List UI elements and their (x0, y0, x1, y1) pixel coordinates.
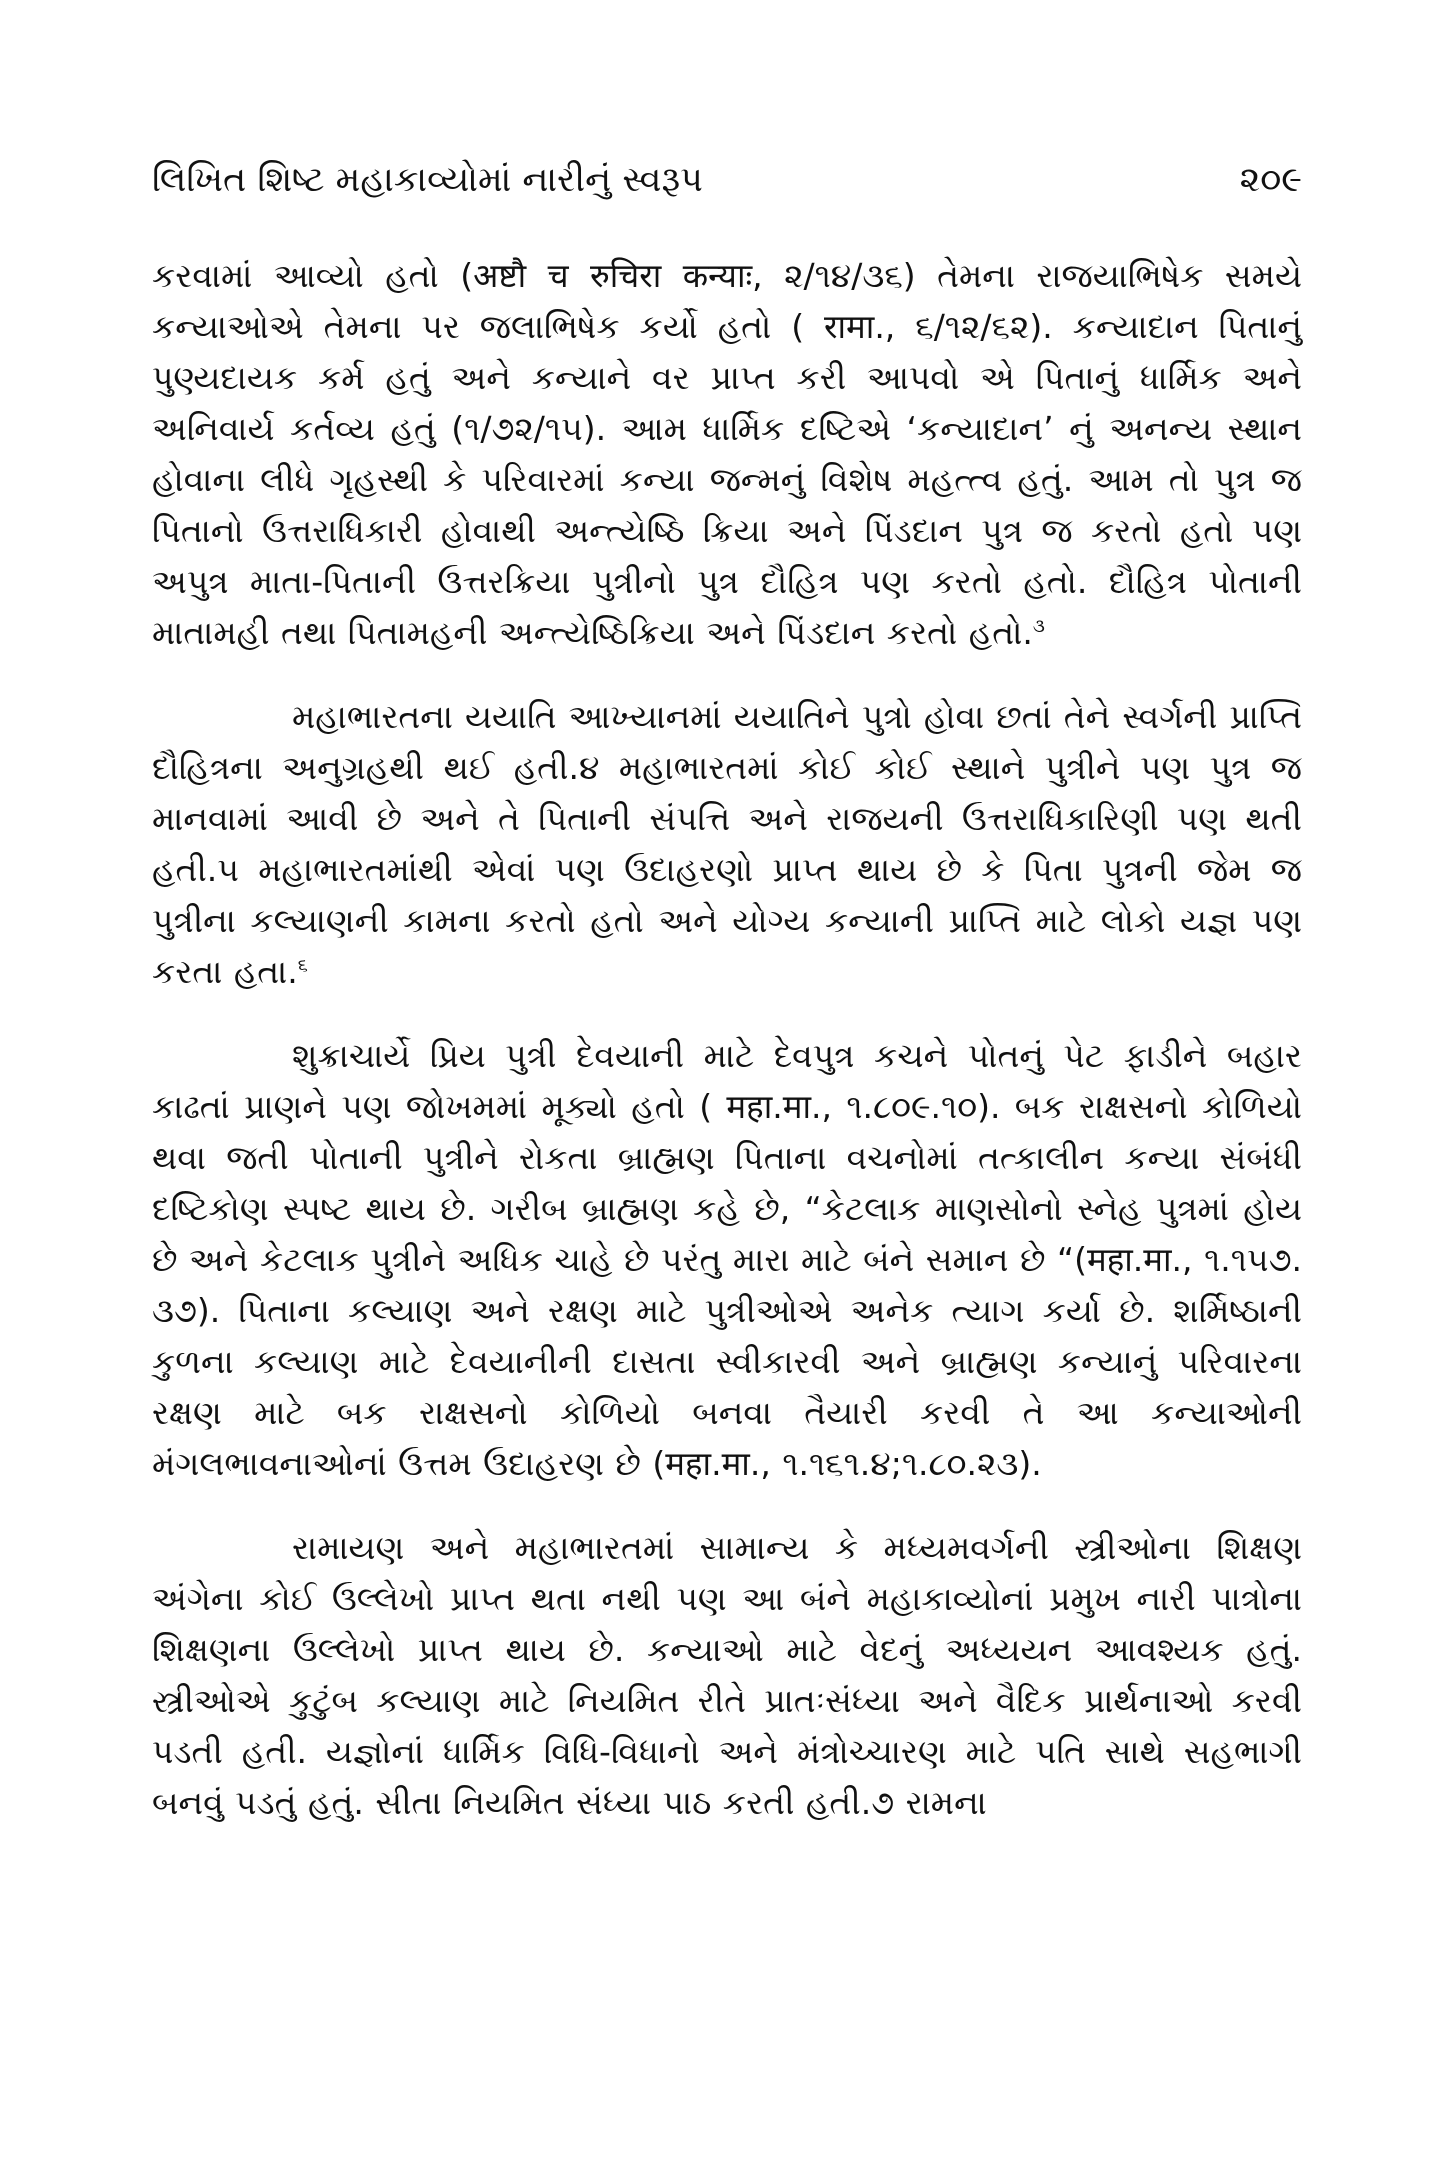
paragraph-2 (152, 691, 1302, 997)
paragraph-3 (152, 1030, 1302, 1489)
paragraph-1 (152, 250, 1302, 658)
body-text (152, 250, 1302, 1828)
paragraph-text: શુક્રાચાર્યે પ્રિય પુત્રી દેવયાની માટે દેવપુત્ર કચને પોતનું પેટ ફાડીને બહાર કાઢતાં પ્રાણને પણ જોખમમાં મૂક્યો હતો ( महा.मा., ૧.૮૦૯.૧૦). બક રાક્ષસનો કોળિયો થવા જતી પોતાની પુત્રીને રોકતા બ્રાહ્મણ પિતાના વચનોમાં તત્કાલીન કન્યા સંબંધી દષ્ટિકોણ સ્પષ્ટ થાય છે. ગરીબ બ્રાહ્મણ કહે છે, “કેટલાક માણસોનો સ્નેહ પુત્રમાં હોય છે અને કેટલાક પુત્રીને અધિક ચાહે છે પરંતુ મારા માટે બંને સમાન છે “(महा.मा., ૧.૧૫૭. ૩૭). પિતાના કલ્યાણ અને રક્ષણ માટે પુત્રીઓએ અનેક ત્યાગ કર્યા છે. શર્મિષ્ઠાની કુળના કલ્યાણ માટે દેવયાનીની દાસતા સ્વીકારવી અને બ્રાહ્મણ કન્યાનું પરિવારના રક્ષણ માટે બક રાક્ષસનો કોળિયો બનવા તૈયારી કરવી તે આ કન્યાઓની મંગલભાવનાઓનાં ઉત્તમ ઉદાહરણ છે (महा.मा., ૧.૧૬૧.૪;૧.૮૦.૨૩). (152, 1036, 1302, 1483)
paragraph-text: કરવામાં આવ્યો હતો (अष्टौ च रुचिरा कन्याः, ૨/૧૪/૩૬) તેમના રાજયાભિષેક સમયે કન્યાઓએ તેમના પર જલાભિષેક કર્યો હતો ( रामा., ૬/૧૨/૬૨). કન્યાદાન પિતાનું પુણ્યદાયક કર્મ હતું અને કન્યાને વર પ્રાપ્ત કરી આપવો એ પિતાનું ધાર્મિક અને અનિવાર્ય કર્તવ્ય હતું (૧/૭૨/૧૫). આમ ધાર્મિક દષ્ટિએ ‘કન્યાદાન’ નું અનન્ય સ્થાન હોવાના લીધે ગૃહસ્થી કે પરિવારમાં કન્યા જન્મનું વિશેષ મહત્ત્વ હતું. આમ તો પુત્ર જ પિતાનો ઉત્તરાધિકારી હોવાથી અન્ત્યેષ્ઠિ ક્રિયા અને પિંડદાન પુત્ર જ કરતો હતો પણ અપુત્ર માતા-પિતાની ઉત્તરક્રિયા પુત્રીનો પુત્ર દૌહિત્ર પણ કરતો હતો. દૌહિત્ર પોતાની માતામહી તથા પિતામહની અન્ત્યેષ્ઠિક્રિયા અને પિંડદાન કરતો હતો. (152, 256, 1302, 652)
paragraph-text: રામાયણ અને મહાભારતમાં સામાન્ય કે મધ્યમવર્ગની સ્ત્રીઓના શિક્ષણ અંગેના કોઈ ઉલ્લેખો પ્રાપ્ત થતા નથી પણ આ બંને મહાકાવ્યોનાં પ્રમુખ નારી પાત્રોના શિક્ષણના ઉલ્લેખો પ્રાપ્ત થાય છે. કન્યાઓ માટે વેદનું અધ્યયન આવશ્યક હતું. સ્ત્રીઓએ કુટુંબ કલ્યાણ માટે નિયમિત રીતે પ્રાતઃસંધ્યા અને વૈદિક પ્રાર્થનાઓ કરવી પડતી હતી. યજ્ઞોનાં ધાર્મિક વિધિ-વિધાનો અને મંત્રોચ્ચારણ માટે પતિ સાથે સહભાગી બનવું પડતું હતું. સીતા નિયમિત સંધ્યા પાઠ કરતી હતી.૭ રામના (152, 1528, 1302, 1822)
footnote-marker: ૩ (1032, 616, 1045, 637)
paragraph-4 (152, 1522, 1302, 1828)
footnote-marker: ૬ (297, 955, 308, 976)
running-header (152, 150, 1302, 210)
paragraph-text: મહાભારતના યયાતિ આખ્યાનમાં યયાતિને પુત્રો હોવા છતાં તેને સ્વર્ગની પ્રાપ્તિ દૌહિત્રના અનુગ્રહથી થઈ હતી.૪ મહાભારતમાં કોઈ કોઈ સ્થાને પુત્રીને પણ પુત્ર જ માનવામાં આવી છે અને તે પિતાની સંપત્તિ અને રાજયની ઉત્તરાધિકારિણી પણ થતી હતી.૫ મહાભારતમાંથી એવાં પણ ઉદાહરણો પ્રાપ્ત થાય છે કે પિતા પુત્રની જેમ જ પુત્રીના કલ્યાણની કામના કરતો હતો અને યોગ્ય કન્યાની પ્રાપ્તિ માટે લોકો યજ્ઞ પણ કરતા હતા. (152, 697, 1302, 991)
page-number: ૨૦૯ (1239, 160, 1302, 200)
running-title: લિખિત શિષ્ટ મહાકાવ્યોમાં નારીનું સ્વરૂપ (152, 160, 703, 200)
